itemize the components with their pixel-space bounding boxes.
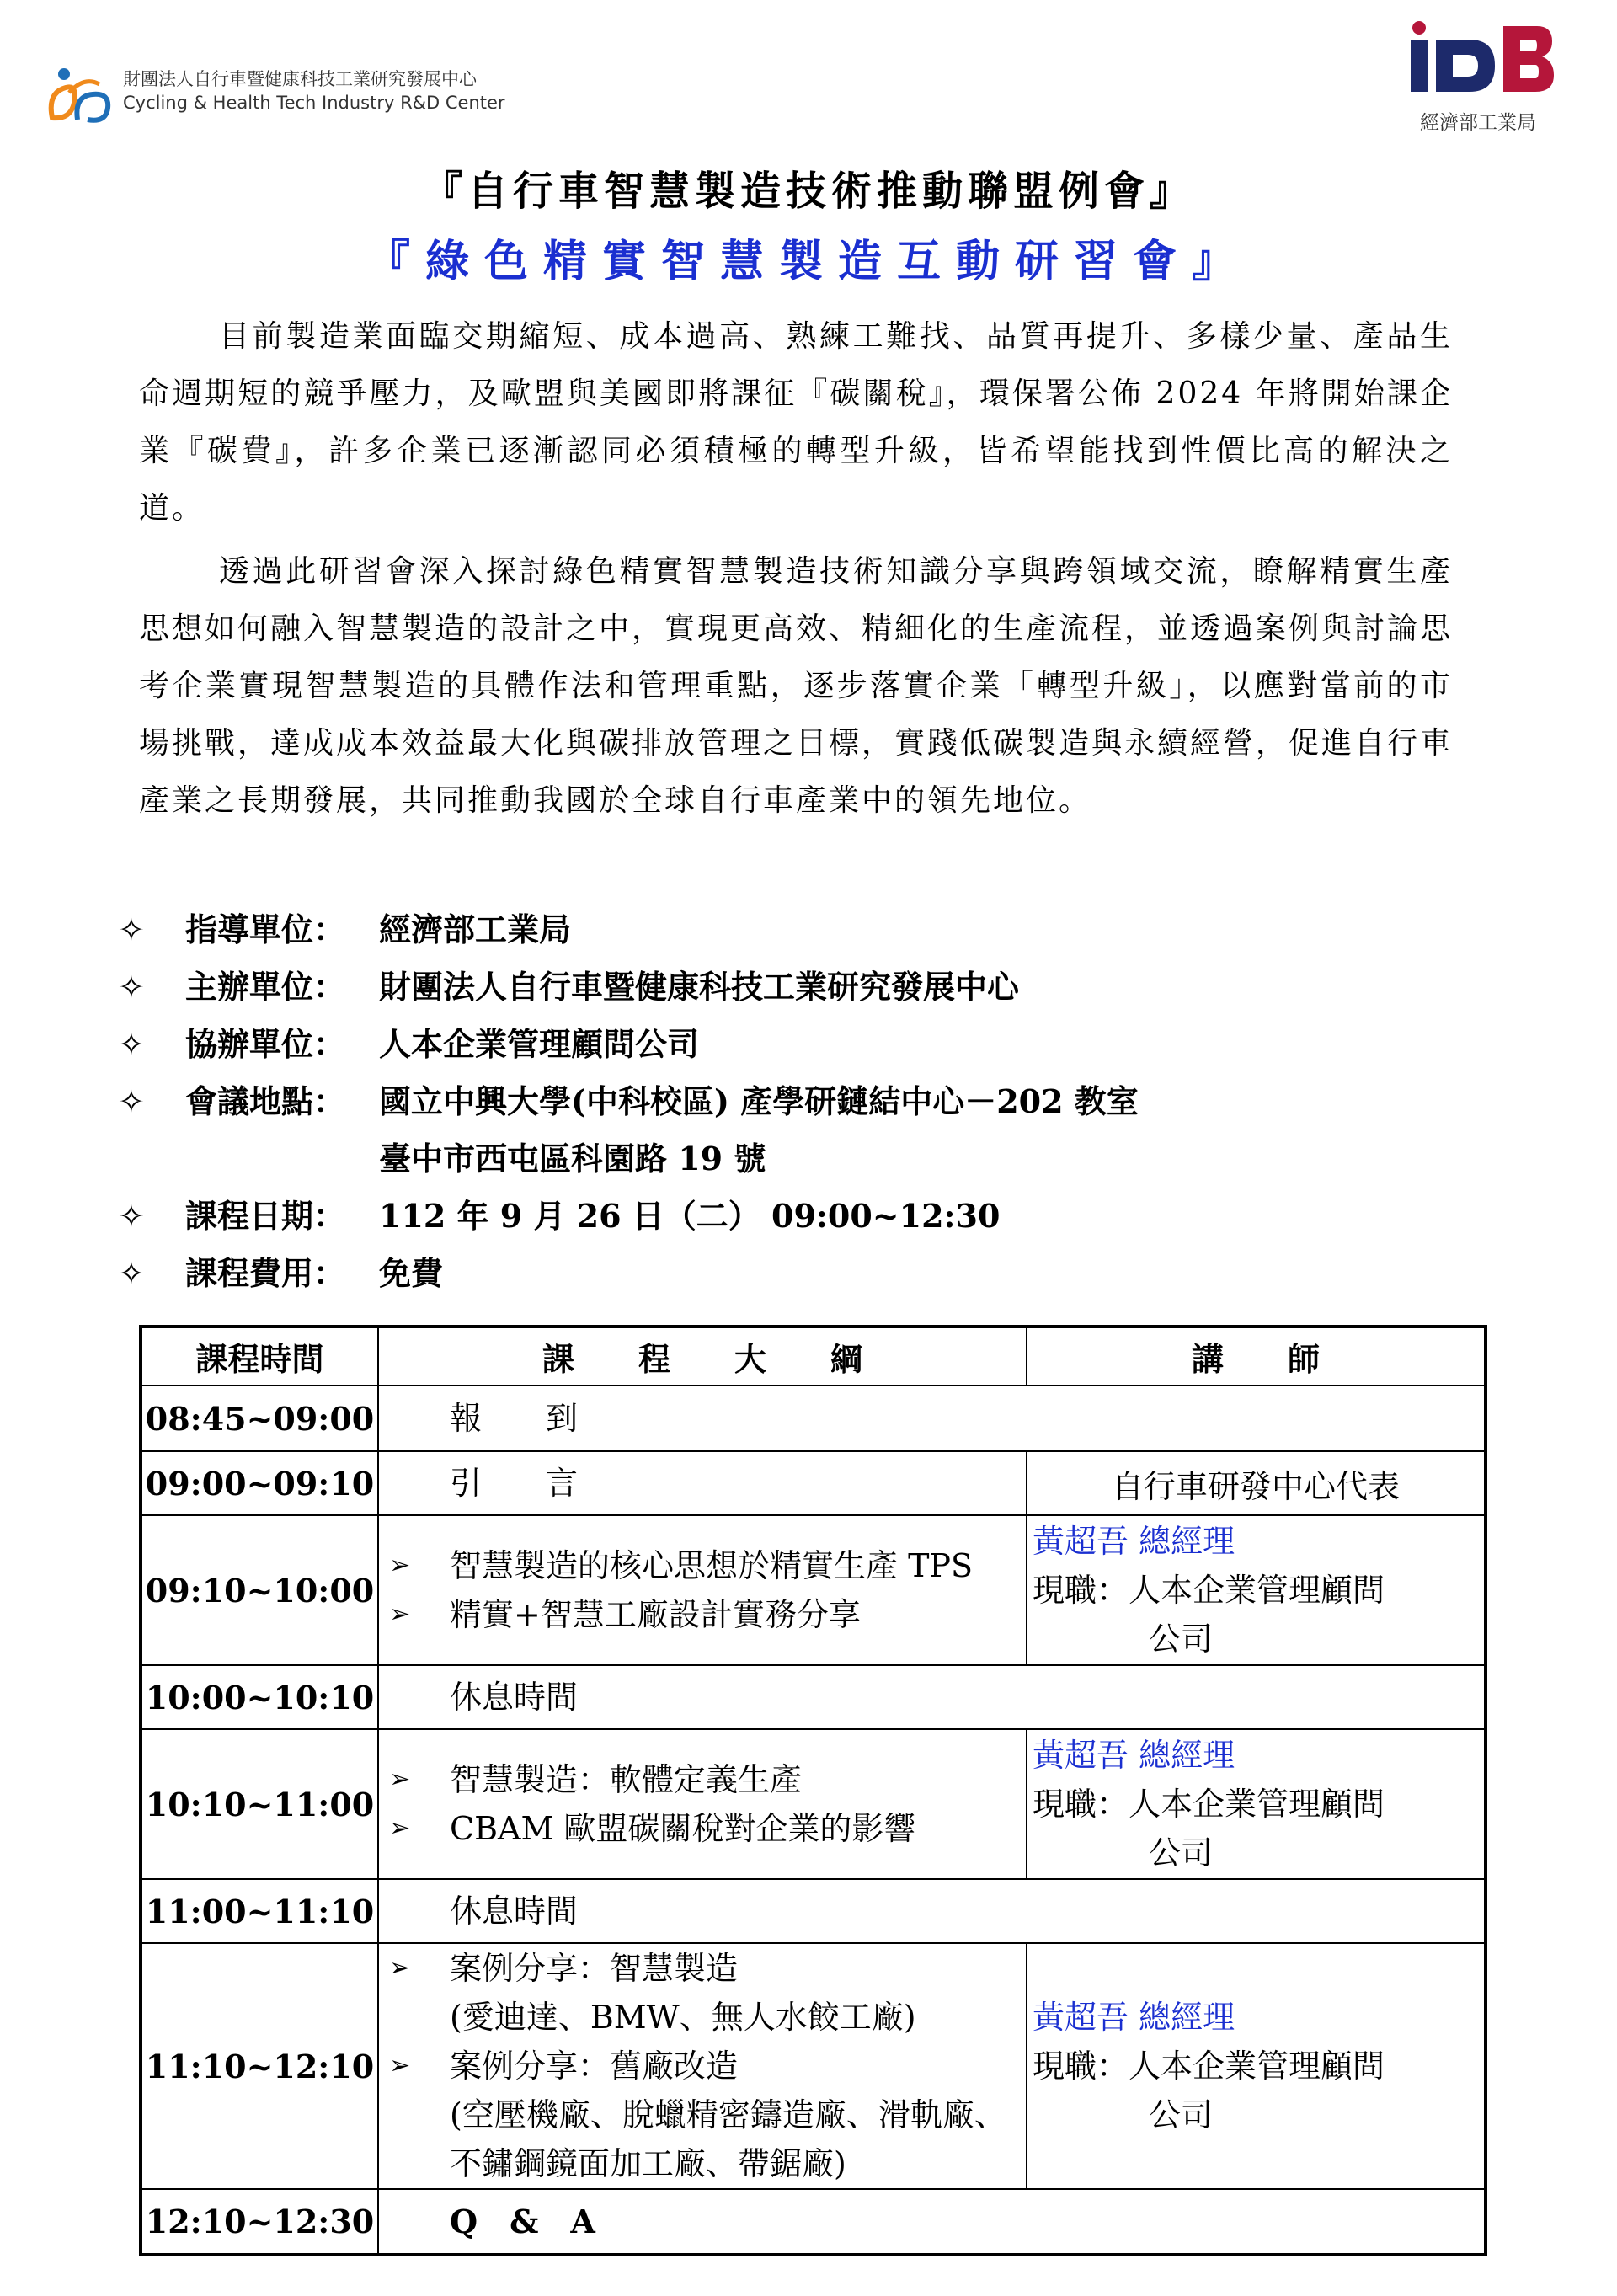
topic-item-detail: (空壓機廠、脫蠟精密鑄造廠、滑軌廠、不鏽鋼鏡面加工廠、帶鋸廠) (450, 2096, 1006, 2182)
info-guide (118, 901, 1508, 958)
session-topic (378, 1386, 1486, 1451)
info-co-organizer (118, 1016, 1508, 1073)
speaker-title-cont: 公司 (1149, 1834, 1214, 1872)
info-fee (118, 1245, 1508, 1302)
session-speaker: 自行車研發中心代表 (1027, 1451, 1486, 1515)
sparkle-bullet-icon: ✧ (118, 1083, 145, 1120)
info-label: 課程日期： (185, 1197, 346, 1235)
idb-name-cn: 經濟部工業局 (1420, 112, 1536, 134)
table-row (141, 1515, 1486, 1665)
session-topic-text: 報 到 (450, 1400, 579, 1437)
info-label: 主辦單位： (185, 968, 346, 1006)
info-value: 國立中興大學(中科校區) 產學研鏈結中心－202 教室 (379, 1082, 1139, 1120)
event-subtitle: 『綠色精實智慧製造互動研習會』 (366, 236, 1251, 287)
cycling-center-logo-icon (40, 59, 125, 135)
sparkle-bullet-icon: ✧ (118, 1026, 145, 1063)
info-value: 經濟部工業局 (379, 910, 572, 948)
sparkle-bullet-icon: ✧ (118, 911, 145, 948)
session-time: 08:45~09:00 (141, 1386, 378, 1451)
session-topic (378, 1879, 1486, 1943)
sparkle-bullet-icon: ✧ (118, 1198, 145, 1235)
table-row (141, 1451, 1486, 1515)
topic-item: 案例分享：智慧製造 (450, 1950, 739, 1987)
topic-item: CBAM 歐盟碳關稅對企業的影響 (450, 1810, 916, 1847)
speaker-title-cont: 公司 (1149, 1621, 1214, 1658)
info-value: 人本企業管理顧問公司 (379, 1025, 700, 1063)
session-topic-text: 引 言 (450, 1465, 579, 1502)
session-topic-text: Q & A (450, 2202, 595, 2240)
event-info-list (118, 901, 1508, 1302)
idb-header (1394, 21, 1562, 139)
org-header (40, 59, 512, 135)
topic-item: 智慧製造的核心思想於精實生產 TPS (450, 1547, 974, 1584)
intro-paragraph-2: 透過此研習會深入探討綠色精實智慧製造技術知識分享與跨領域交流，瞭解精實生產思想如何融入智慧製造的設計之中，實現更高效、精細化的生產流程，並透過案例與討論思考企業實現智慧製造的具體作法和管理重點，逐步落實企業「轉型升級」，以應對當前的市場挑戰，達成成本效益最大化與碳排放管理之目標，實踐低碳製造與永續經營，促進自行車產業之長期發展，共同推動我國於全球自行車產業中的領先地位。 (139, 554, 1454, 818)
arrow-bullet-icon: ➢ (389, 1953, 411, 1983)
info-label: 課程費用： (185, 1254, 346, 1292)
session-topic (378, 2189, 1486, 2255)
topic-item: 精實+智慧工廠設計實務分享 (450, 1596, 861, 1633)
arrow-bullet-icon: ➢ (389, 1813, 411, 1843)
session-topic-text: 休息時間 (450, 1893, 579, 1930)
column-header-speaker: 講 師 (1027, 1327, 1486, 1386)
table-row (141, 1729, 1486, 1879)
schedule-table (139, 1325, 1487, 2256)
info-host (118, 958, 1508, 1016)
session-topic (378, 1729, 1027, 1879)
speaker-name: 黃超吾 總經理 (1033, 1999, 1235, 2036)
speaker-name: 黃超吾 總經理 (1033, 1523, 1235, 1560)
info-label: 協辦單位： (185, 1025, 346, 1063)
arrow-bullet-icon: ➢ (389, 2051, 411, 2080)
table-row (141, 1386, 1486, 1451)
arrow-bullet-icon: ➢ (389, 1765, 411, 1794)
session-time: 10:10~11:00 (141, 1729, 378, 1879)
session-topic-text: 休息時間 (450, 1679, 579, 1716)
session-speaker (1027, 1943, 1486, 2189)
topic-item: 案例分享：舊廠改造 (450, 2048, 739, 2085)
session-time: 11:10~12:10 (141, 1943, 378, 2189)
sparkle-bullet-icon: ✧ (118, 1255, 145, 1292)
table-row (141, 1665, 1486, 1729)
column-header-outline: 課 程 大 綱 (378, 1327, 1027, 1386)
column-header-time: 課程時間 (141, 1327, 378, 1386)
speaker-title: 現職：人本企業管理顧問 (1033, 1786, 1385, 1823)
info-value: 免費 (379, 1254, 444, 1292)
session-time: 11:00~11:10 (141, 1879, 378, 1943)
table-header-row (141, 1327, 1486, 1386)
info-venue (118, 1073, 1508, 1130)
intro-paragraph-1: 目前製造業面臨交期縮短、成本過高、熟練工難找、品質再提升、多樣少量、產品生命週期短的競爭壓力，及歐盟與美國即將課征『碳關稅』，環保署公佈 2024 年將開始課企業『碳費』，許多企業已逐漸認同必須積極的轉型升級，皆希望能找到性價比高的解決之道。 (139, 319, 1453, 526)
session-time: 09:00~09:10 (141, 1451, 378, 1515)
table-row (141, 1943, 1486, 2189)
topic-item-detail: (愛迪達、BMW、無人水餃工廠) (450, 1999, 916, 2036)
info-date (118, 1188, 1508, 1245)
session-topic (378, 1665, 1486, 1729)
sparkle-bullet-icon: ✧ (118, 969, 145, 1006)
arrow-bullet-icon: ➢ (389, 1551, 411, 1580)
info-label: 指導單位： (185, 910, 346, 948)
info-value: 財團法人自行車暨健康科技工業研究發展中心 (379, 968, 1020, 1006)
event-title: 『自行車智慧製造技術推動聯盟例會』 (421, 168, 1195, 215)
session-topic (378, 1451, 1027, 1515)
org-name-cn: 財團法人自行車暨健康科技工業研究發展中心 (123, 69, 477, 89)
session-speaker (1027, 1729, 1486, 1879)
session-time: 09:10~10:00 (141, 1515, 378, 1665)
idb-logo-icon (1411, 21, 1554, 97)
session-time: 10:00~10:10 (141, 1665, 378, 1729)
org-name-en: Cycling & Health Tech Industry R&D Center (123, 93, 505, 113)
speaker-title: 現職：人本企業管理顧問 (1033, 1572, 1385, 1609)
info-value: 112 年 9 月 26 日（二） 09:00~12:30 (379, 1197, 1001, 1235)
speaker-title: 現職：人本企業管理顧問 (1033, 2048, 1385, 2085)
session-time: 12:10~12:30 (141, 2189, 378, 2255)
info-venue-address (118, 1130, 1508, 1188)
speaker-name: 黃超吾 總經理 (1033, 1737, 1235, 1774)
session-topic (378, 1515, 1027, 1665)
session-speaker (1027, 1515, 1486, 1665)
arrow-bullet-icon: ➢ (389, 1599, 411, 1629)
speaker-title-cont: 公司 (1149, 2096, 1214, 2133)
table-row (141, 1879, 1486, 1943)
table-row (141, 2189, 1486, 2255)
topic-item: 智慧製造：軟體定義生產 (450, 1761, 803, 1798)
info-value: 臺中市西屯區科園路 19 號 (379, 1140, 766, 1177)
session-topic (378, 1943, 1027, 2189)
info-label: 會議地點： (185, 1082, 346, 1120)
